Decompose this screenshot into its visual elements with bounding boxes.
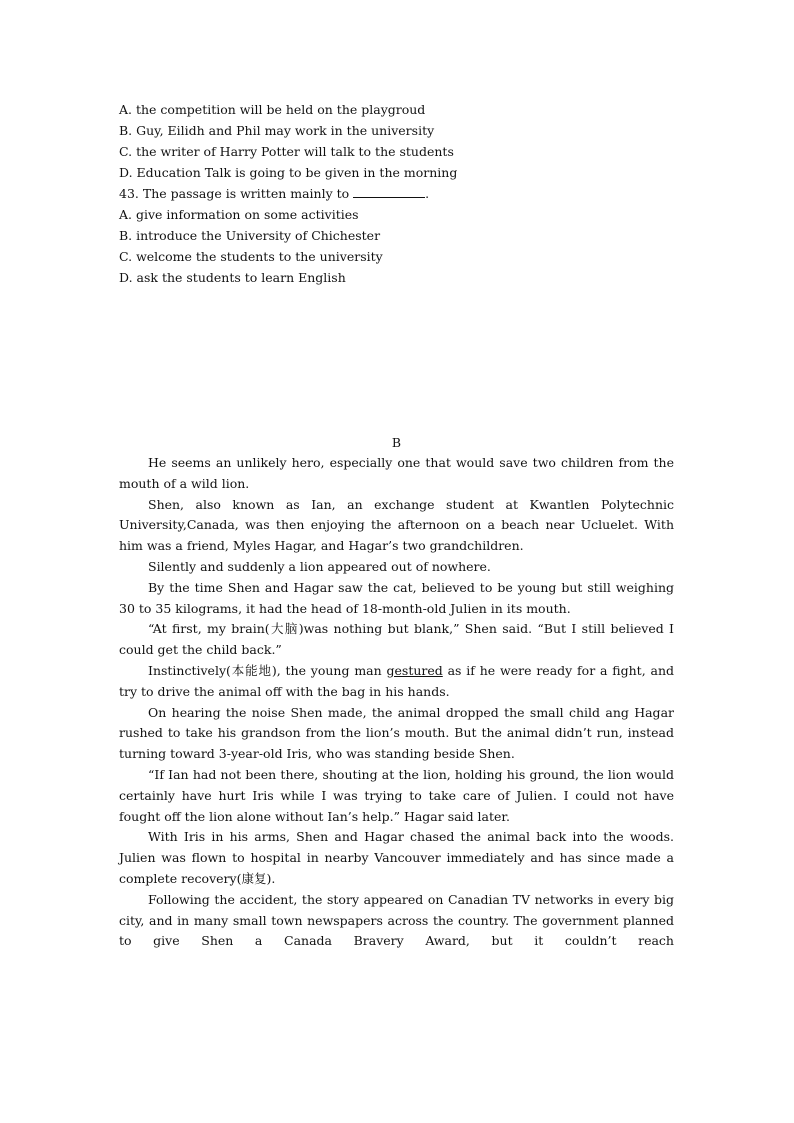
answer-blank	[353, 184, 425, 198]
paragraph-9: With Iris in his arms, Shen and Hagar chased the animal back into the woods. Julien was flown to hospital in nearby Vancouver immediately and has since made a complete recovery(康复).	[119, 829, 674, 886]
paragraph-2: Shen, also known as Ian, an exchange student at Kwantlen Polytechnic University,Canada, was then enjoying the afternoon on a beach near Ucluelet. With him was a friend, Myles Hagar, and Hagar’s two grandchildren.	[119, 496, 674, 554]
q42-option-c: C. the writer of Harry Potter will talk to the students	[119, 144, 454, 159]
q43-option-a: A. give information on some activities	[119, 207, 359, 222]
paragraph-6-start: Instinctively(本能地), the young man	[148, 662, 387, 678]
paragraph-6	[119, 661, 674, 703]
q42-option-d: D. Education Talk is going to be given in the morning	[119, 165, 458, 180]
q43-option-d: D. ask the students to learn English	[119, 270, 346, 285]
passage-b	[119, 453, 674, 952]
question-43-text: 43. The passage is written mainly to	[119, 186, 350, 201]
paragraph-3: Silently and suddenly a lion appeared out of nowhere.	[148, 558, 491, 574]
q43-option-b: B. introduce the University of Chichester	[119, 228, 381, 243]
q43-option-c: C. welcome the students to the university	[119, 249, 383, 264]
paragraph-7: On hearing the noise Shen made, the animal dropped the small child ang Hagar rushed to take his grandson from the lion’s mouth. But the animal didn’t run, instead turning toward 3-year-old Iris, who was standing beside Shen.	[119, 704, 674, 762]
paragraph-5: “At first, my brain(大脑)was nothing but blank,” Shen said. “But I still believed I could get the child back.”	[119, 621, 674, 658]
underlined-word-gestured: gestured	[386, 662, 443, 678]
q42-option-a: A. the competition will be held on the playgroud	[119, 102, 426, 117]
paragraph-8: “If Ian had not been there, shouting at the lion, holding his ground, the lion would certainly have hurt Iris while I was trying to take care of Julien. I could not have fought off the lion alone without Ian’s help.” Hagar said later.	[119, 766, 674, 824]
paragraph-1: He seems an unlikely hero, especially one that would save two children from the mouth of a wild lion.	[119, 455, 674, 491]
paragraph-10: Following the accident, the story appeared on Canadian TV networks in every big city, and in many small town newspapers across the country. The government planned to give Shen a Canada Bravery Award, but it couldn’t reach	[119, 891, 674, 949]
q42-option-b: B. Guy, Eilidh and Phil may work in the university	[119, 123, 435, 138]
section-b-title: B	[391, 435, 402, 450]
question-43-stem	[119, 183, 679, 204]
paragraph-4: By the time Shen and Hagar saw the cat, believed to be young but still weighing 30 to 35 kilograms, it had the head of 18-month-old Julien in its mouth.	[119, 579, 674, 616]
question-43-period: .	[425, 186, 430, 201]
paragraph-6-end: as if he were ready for a fight, and try to drive the animal off with the bag in his hands.	[119, 662, 674, 699]
question-options-block	[119, 99, 679, 288]
